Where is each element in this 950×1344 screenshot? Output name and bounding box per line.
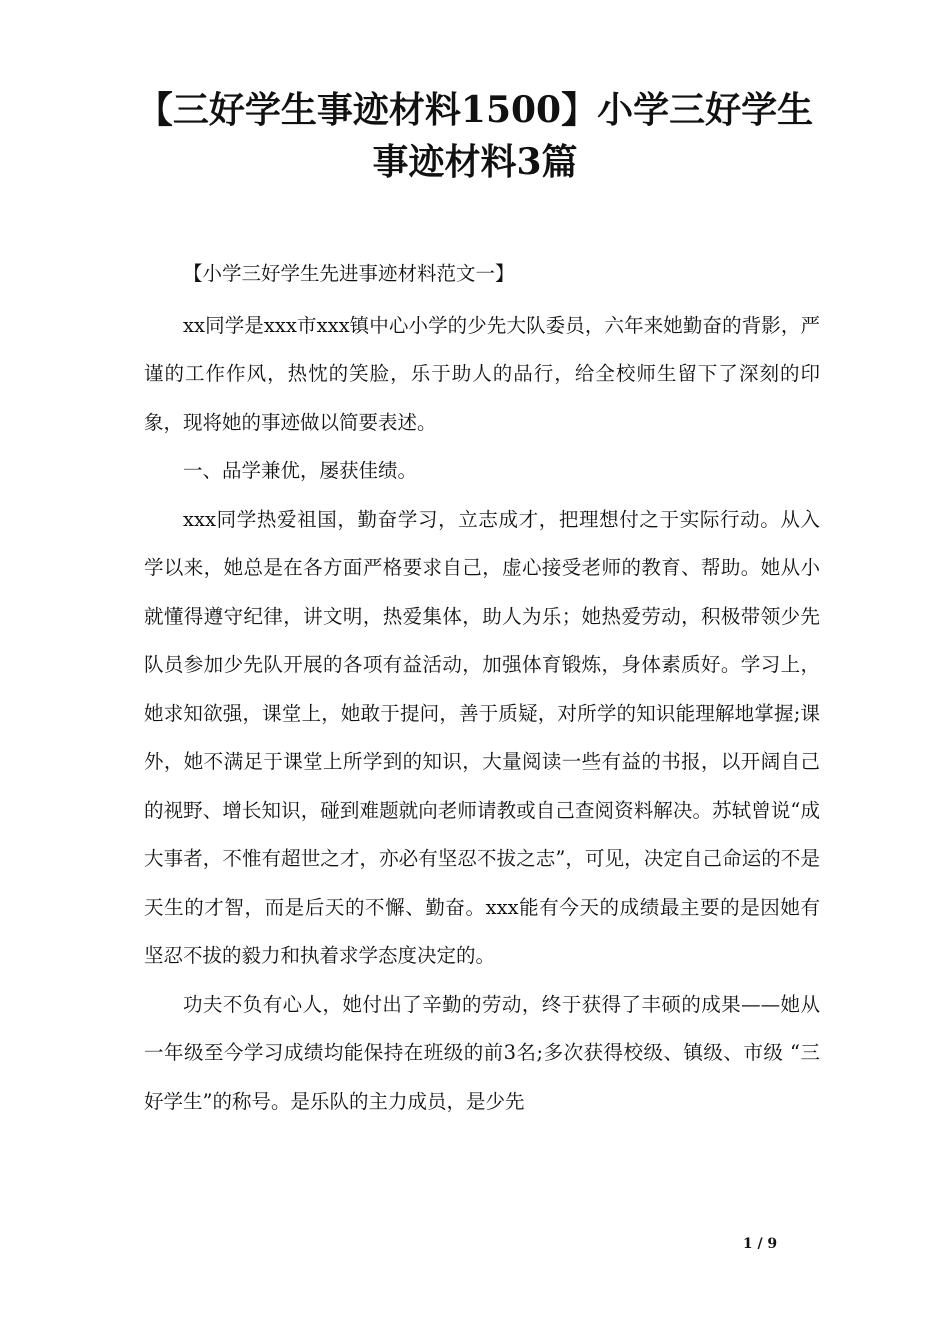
document-title (120, 84, 830, 188)
title-line-1: 【三好学生事迹材料1500】小学三好学生 (136, 89, 814, 131)
document-body (144, 250, 820, 1126)
subheading: 一、品学兼优，屡获佳绩。 (183, 459, 418, 482)
paragraph-achievements: 功夫不负有心人，她付出了辛勤的劳动，终于获得了丰硕的成果——她从一年级至今学习成绩均能保持在班级的前3名;多次获得校级、镇级、市级 “三好学生”的称号。是乐队的主力成员，是少先 (144, 992, 820, 1113)
page-number: 1 / 9 (742, 1236, 778, 1252)
title-line-2: 事迹材料3篇 (372, 141, 578, 183)
paragraph-intro: xx同学是xxx市xxx镇中心小学的少先大队委员，六年来她勤奋的背影，严谨的工作作风，热忱的笑脸，乐于助人的品行，给全校师生留下了深刻的印象，现将她的事迹做以简要表述。 (144, 313, 820, 434)
paragraph-study: xxx同学热爱祖国，勤奋学习，立志成才，把理想付之于实际行动。从入学以来，她总是在各方面严格要求自己，虚心接受老师的教育、帮助。她从小就懂得遵守纪律，讲文明，热爱集体，助人为乐；她热爱劳动，积极带领少先队员参加少先队开展的各项有益活动，加强体育锻炼，身体素质好。学习上，她求知欲强，课堂上，她敢于提问，善于质疑，对所学的知识能理解地掌握;课外，她不满足于课堂上所学到的知识，大量阅读一些有益的书报，以开阔自己的视野、增长知识，碰到难题就向老师请教或自己查阅资料解决。苏轼曾说“成大事者，不惟有超世之才，亦必有坚忍不拔之志”，可见，决定自己命运的不是天生的才智，而是后天的不懈、勤奋。xxx能有今天的成绩最主要的是因她有坚忍不拔的毅力和执着求学态度决定的。 (144, 507, 820, 967)
section-heading: 【小学三好学生先进事迹材料范文一】 (183, 262, 515, 285)
